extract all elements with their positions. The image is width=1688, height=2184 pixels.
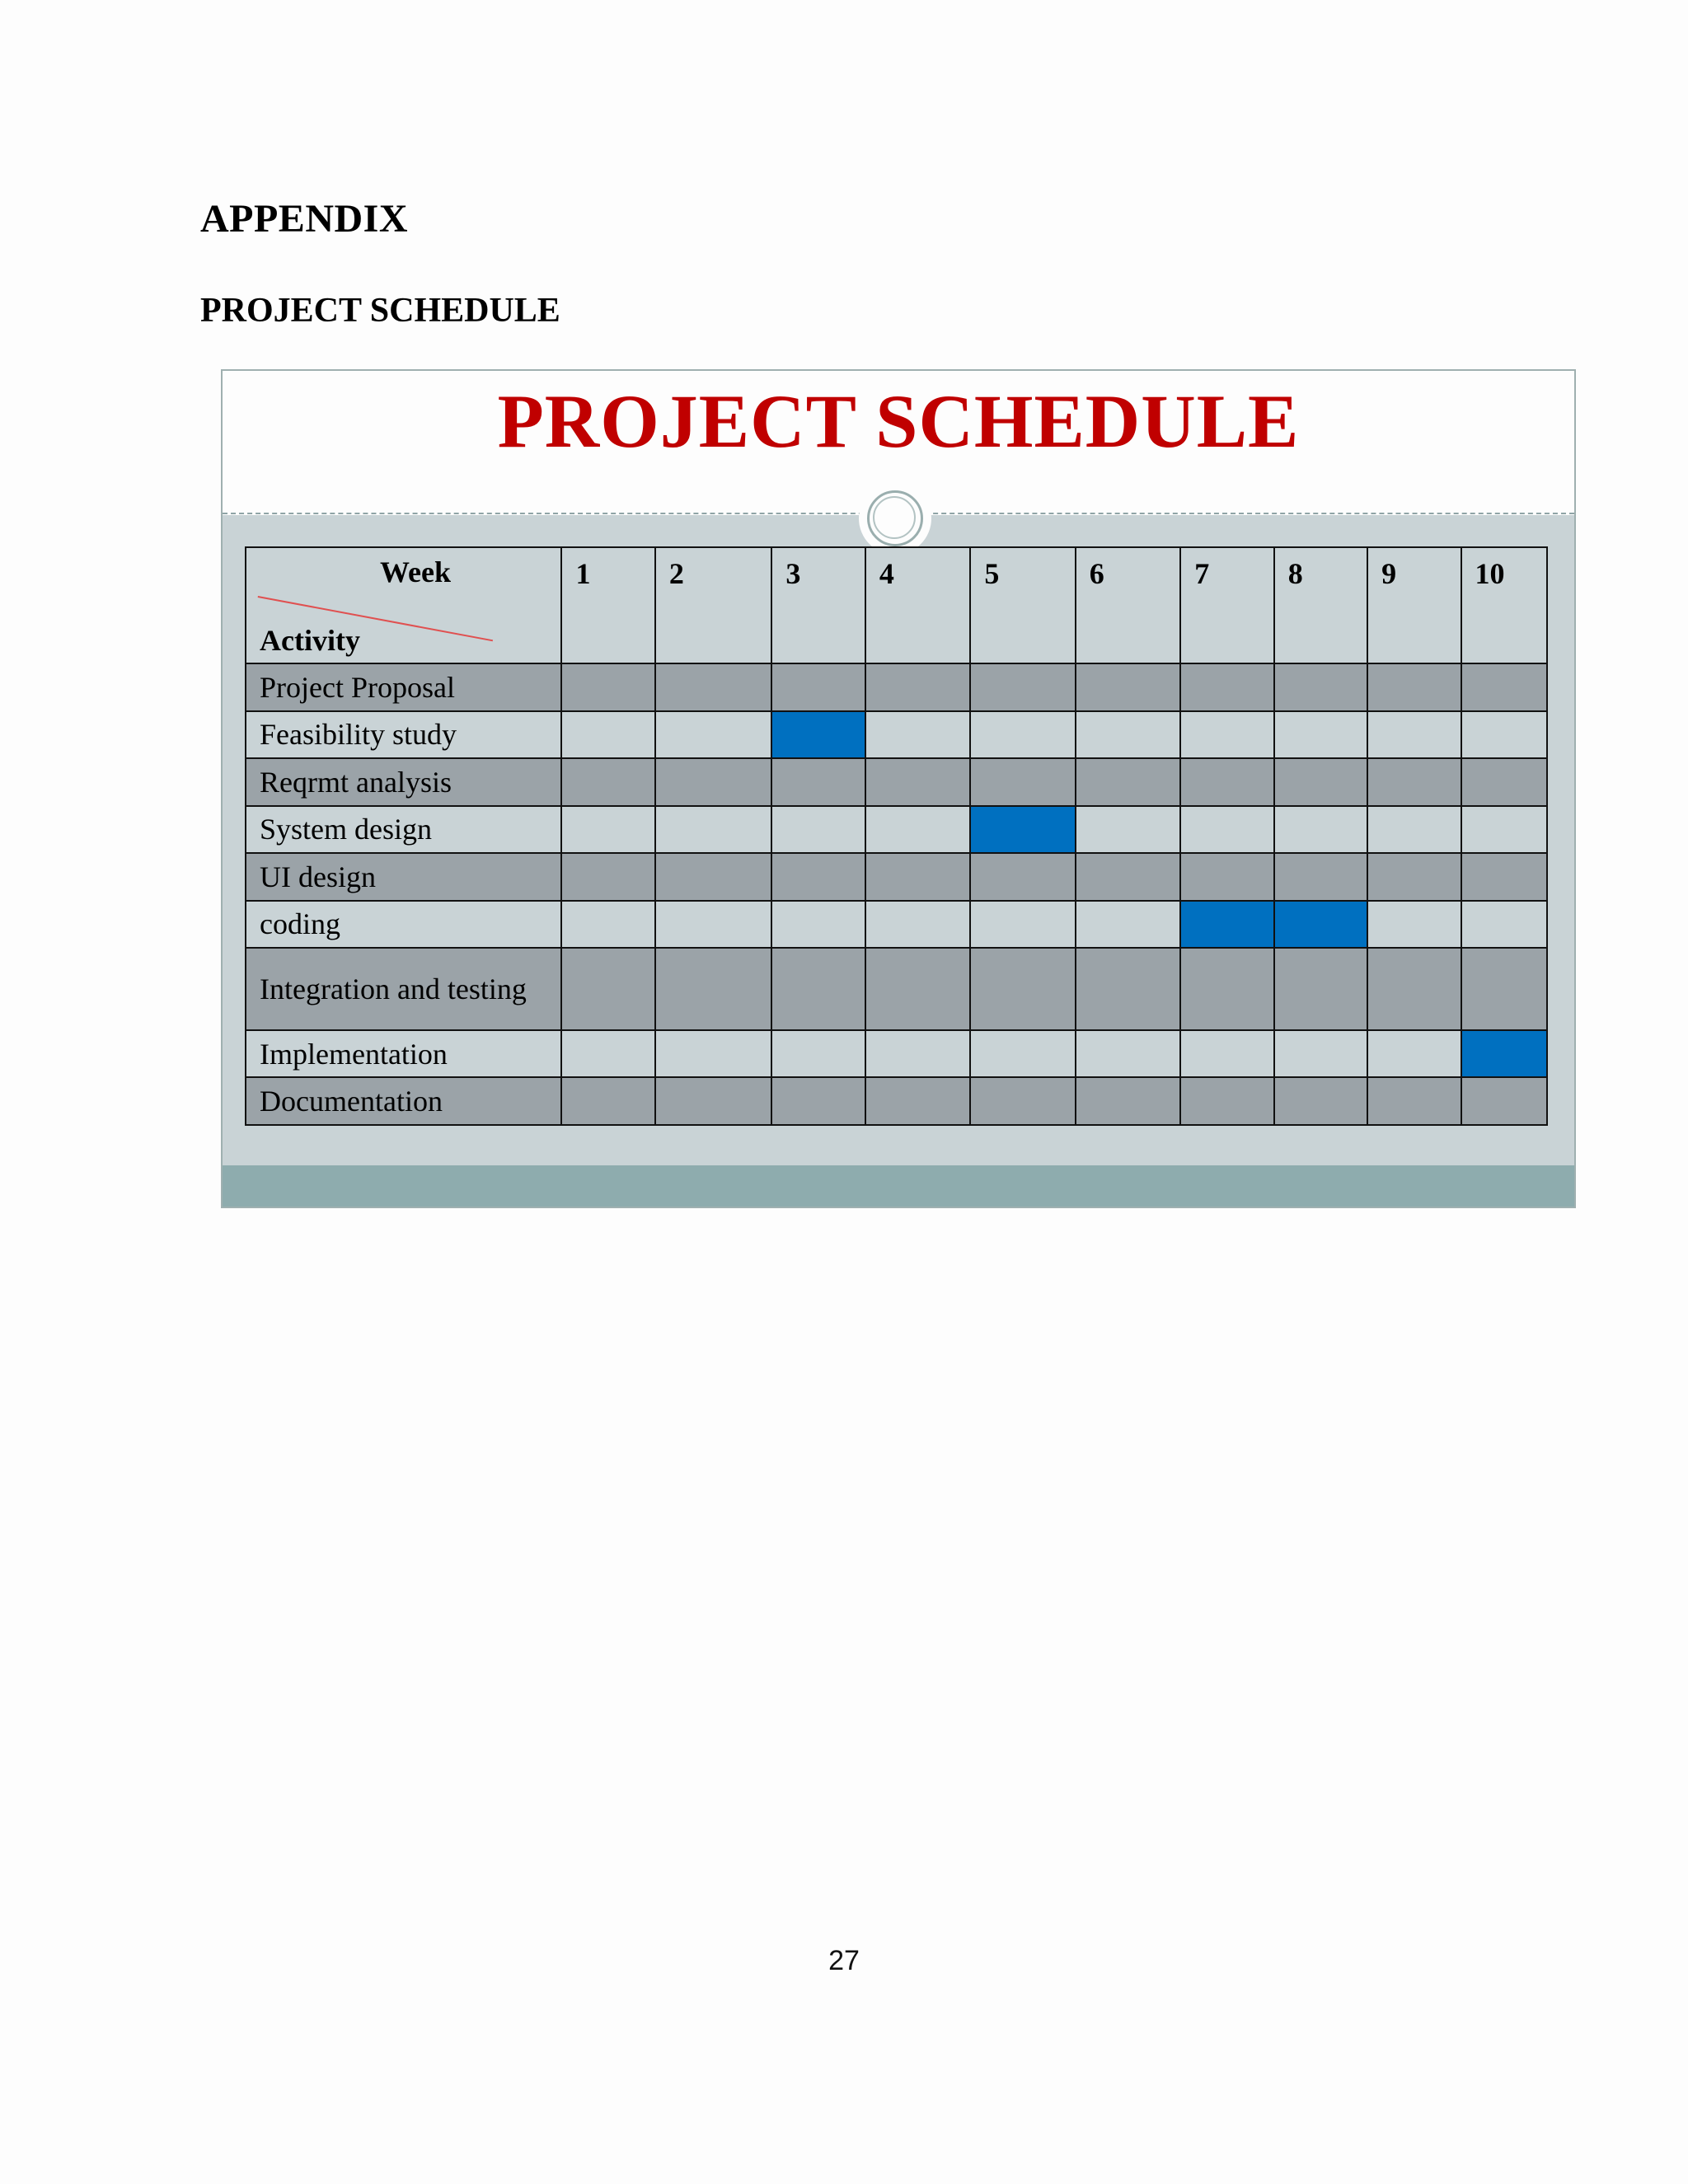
week-activity-header [246, 547, 561, 663]
schedule-row [246, 1077, 1547, 1125]
week-cell [1461, 758, 1547, 806]
week-header: 7 [1180, 547, 1273, 663]
week-cell [865, 948, 970, 1030]
schedule-table [245, 546, 1548, 1126]
week-header: 2 [655, 547, 772, 663]
week-cell [970, 711, 1075, 759]
slide-title: PROJECT SCHEDULE [497, 379, 1300, 463]
week-cell [865, 758, 970, 806]
week-cell [771, 758, 865, 806]
week-cell [1180, 948, 1273, 1030]
week-cell [1367, 1030, 1461, 1078]
week-cell [771, 948, 865, 1030]
week-cell [970, 806, 1075, 854]
week-cell [561, 853, 654, 901]
week-cell [1180, 1077, 1273, 1125]
schedule-row [246, 948, 1547, 1030]
week-cell [1274, 853, 1367, 901]
week-cell [970, 853, 1075, 901]
week-cell [1367, 711, 1461, 759]
week-header: 10 [1461, 547, 1547, 663]
activity-name: Feasibility study [246, 711, 561, 759]
activity-header-label: Activity [260, 624, 360, 657]
week-cell [970, 948, 1075, 1030]
schedule-slide [221, 369, 1576, 1208]
week-cell [970, 1077, 1075, 1125]
week-cell [561, 758, 654, 806]
activity-name: Implementation [246, 1030, 561, 1078]
week-cell [1367, 948, 1461, 1030]
week-cell [771, 901, 865, 949]
schedule-row [246, 711, 1547, 759]
week-cell [1461, 1077, 1547, 1125]
week-header: 4 [865, 547, 970, 663]
week-cell [865, 1077, 970, 1125]
week-cell [1180, 663, 1273, 711]
week-cell [1461, 663, 1547, 711]
week-cell [865, 853, 970, 901]
week-cell [1274, 901, 1367, 949]
week-cell [970, 758, 1075, 806]
schedule-row [246, 853, 1547, 901]
week-cell [1367, 663, 1461, 711]
week-cell [865, 1030, 970, 1078]
week-cell [655, 1030, 772, 1078]
week-header-label: Week [380, 555, 451, 588]
slide-footer-bar [223, 1165, 1574, 1207]
week-cell [561, 1077, 654, 1125]
schedule-row [246, 806, 1547, 854]
week-cell [865, 806, 970, 854]
week-cell [865, 711, 970, 759]
appendix-heading: APPENDIX [200, 197, 408, 241]
week-cell [1274, 806, 1367, 854]
schedule-row [246, 663, 1547, 711]
week-cell [655, 901, 772, 949]
week-cell [1461, 901, 1547, 949]
week-cell [561, 948, 654, 1030]
week-cell [1076, 1030, 1180, 1078]
activity-name: System design [246, 806, 561, 854]
week-header: 3 [771, 547, 865, 663]
week-cell [1367, 1077, 1461, 1125]
schedule-header-row [246, 547, 1547, 663]
activity-name: UI design [246, 853, 561, 901]
week-cell [1274, 1030, 1367, 1078]
decorative-circle-icon [859, 482, 931, 555]
week-cell [1461, 853, 1547, 901]
week-cell [865, 663, 970, 711]
week-cell [1076, 853, 1180, 901]
week-cell [655, 948, 772, 1030]
page-number: 27 [828, 1945, 860, 1976]
week-cell [1180, 758, 1273, 806]
week-cell [1461, 806, 1547, 854]
week-header: 6 [1076, 547, 1180, 663]
week-cell [1367, 901, 1461, 949]
week-cell [655, 758, 772, 806]
week-cell [1180, 1030, 1273, 1078]
week-cell [771, 711, 865, 759]
activity-name: Reqrmt analysis [246, 758, 561, 806]
week-cell [655, 711, 772, 759]
schedule-body [246, 663, 1547, 1125]
activity-name: Project Proposal [246, 663, 561, 711]
week-cell [1076, 901, 1180, 949]
schedule-row [246, 1030, 1547, 1078]
week-cell [771, 806, 865, 854]
week-cell [1180, 853, 1273, 901]
schedule-table-container [245, 546, 1548, 1126]
week-cell [561, 1030, 654, 1078]
week-cell [1076, 1077, 1180, 1125]
decorative-ring [867, 490, 923, 546]
section-heading: PROJECT SCHEDULE [200, 292, 560, 330]
week-cell [1461, 1030, 1547, 1078]
week-cell [655, 853, 772, 901]
week-cell [970, 1030, 1075, 1078]
activity-name: coding [246, 901, 561, 949]
week-header: 5 [970, 547, 1075, 663]
week-cell [1180, 901, 1273, 949]
week-cell [561, 806, 654, 854]
week-cell [1461, 948, 1547, 1030]
week-cell [1367, 758, 1461, 806]
week-cell [1180, 711, 1273, 759]
week-cell [1180, 806, 1273, 854]
week-cell [771, 853, 865, 901]
week-cell [771, 1030, 865, 1078]
week-cell [655, 663, 772, 711]
week-header: 1 [561, 547, 654, 663]
activity-name: Integration and testing [246, 948, 561, 1030]
week-cell [970, 663, 1075, 711]
week-cell [1076, 663, 1180, 711]
week-cell [1367, 853, 1461, 901]
week-cell [771, 663, 865, 711]
schedule-row [246, 758, 1547, 806]
week-cell [655, 1077, 772, 1125]
week-cell [1076, 948, 1180, 1030]
week-cell [1367, 806, 1461, 854]
week-cell [561, 711, 654, 759]
schedule-row [246, 901, 1547, 949]
week-cell [1274, 1077, 1367, 1125]
week-header: 9 [1367, 547, 1461, 663]
week-cell [1274, 948, 1367, 1030]
week-cell [561, 901, 654, 949]
week-cell [1076, 711, 1180, 759]
week-cell [771, 1077, 865, 1125]
week-cell [1076, 806, 1180, 854]
week-cell [1274, 663, 1367, 711]
week-cell [865, 901, 970, 949]
activity-name: Documentation [246, 1077, 561, 1125]
week-cell [1274, 711, 1367, 759]
week-cell [561, 663, 654, 711]
week-header: 8 [1274, 547, 1367, 663]
week-cell [655, 806, 772, 854]
week-cell [1461, 711, 1547, 759]
week-cell [1076, 758, 1180, 806]
week-cell [970, 901, 1075, 949]
week-cell [1274, 758, 1367, 806]
